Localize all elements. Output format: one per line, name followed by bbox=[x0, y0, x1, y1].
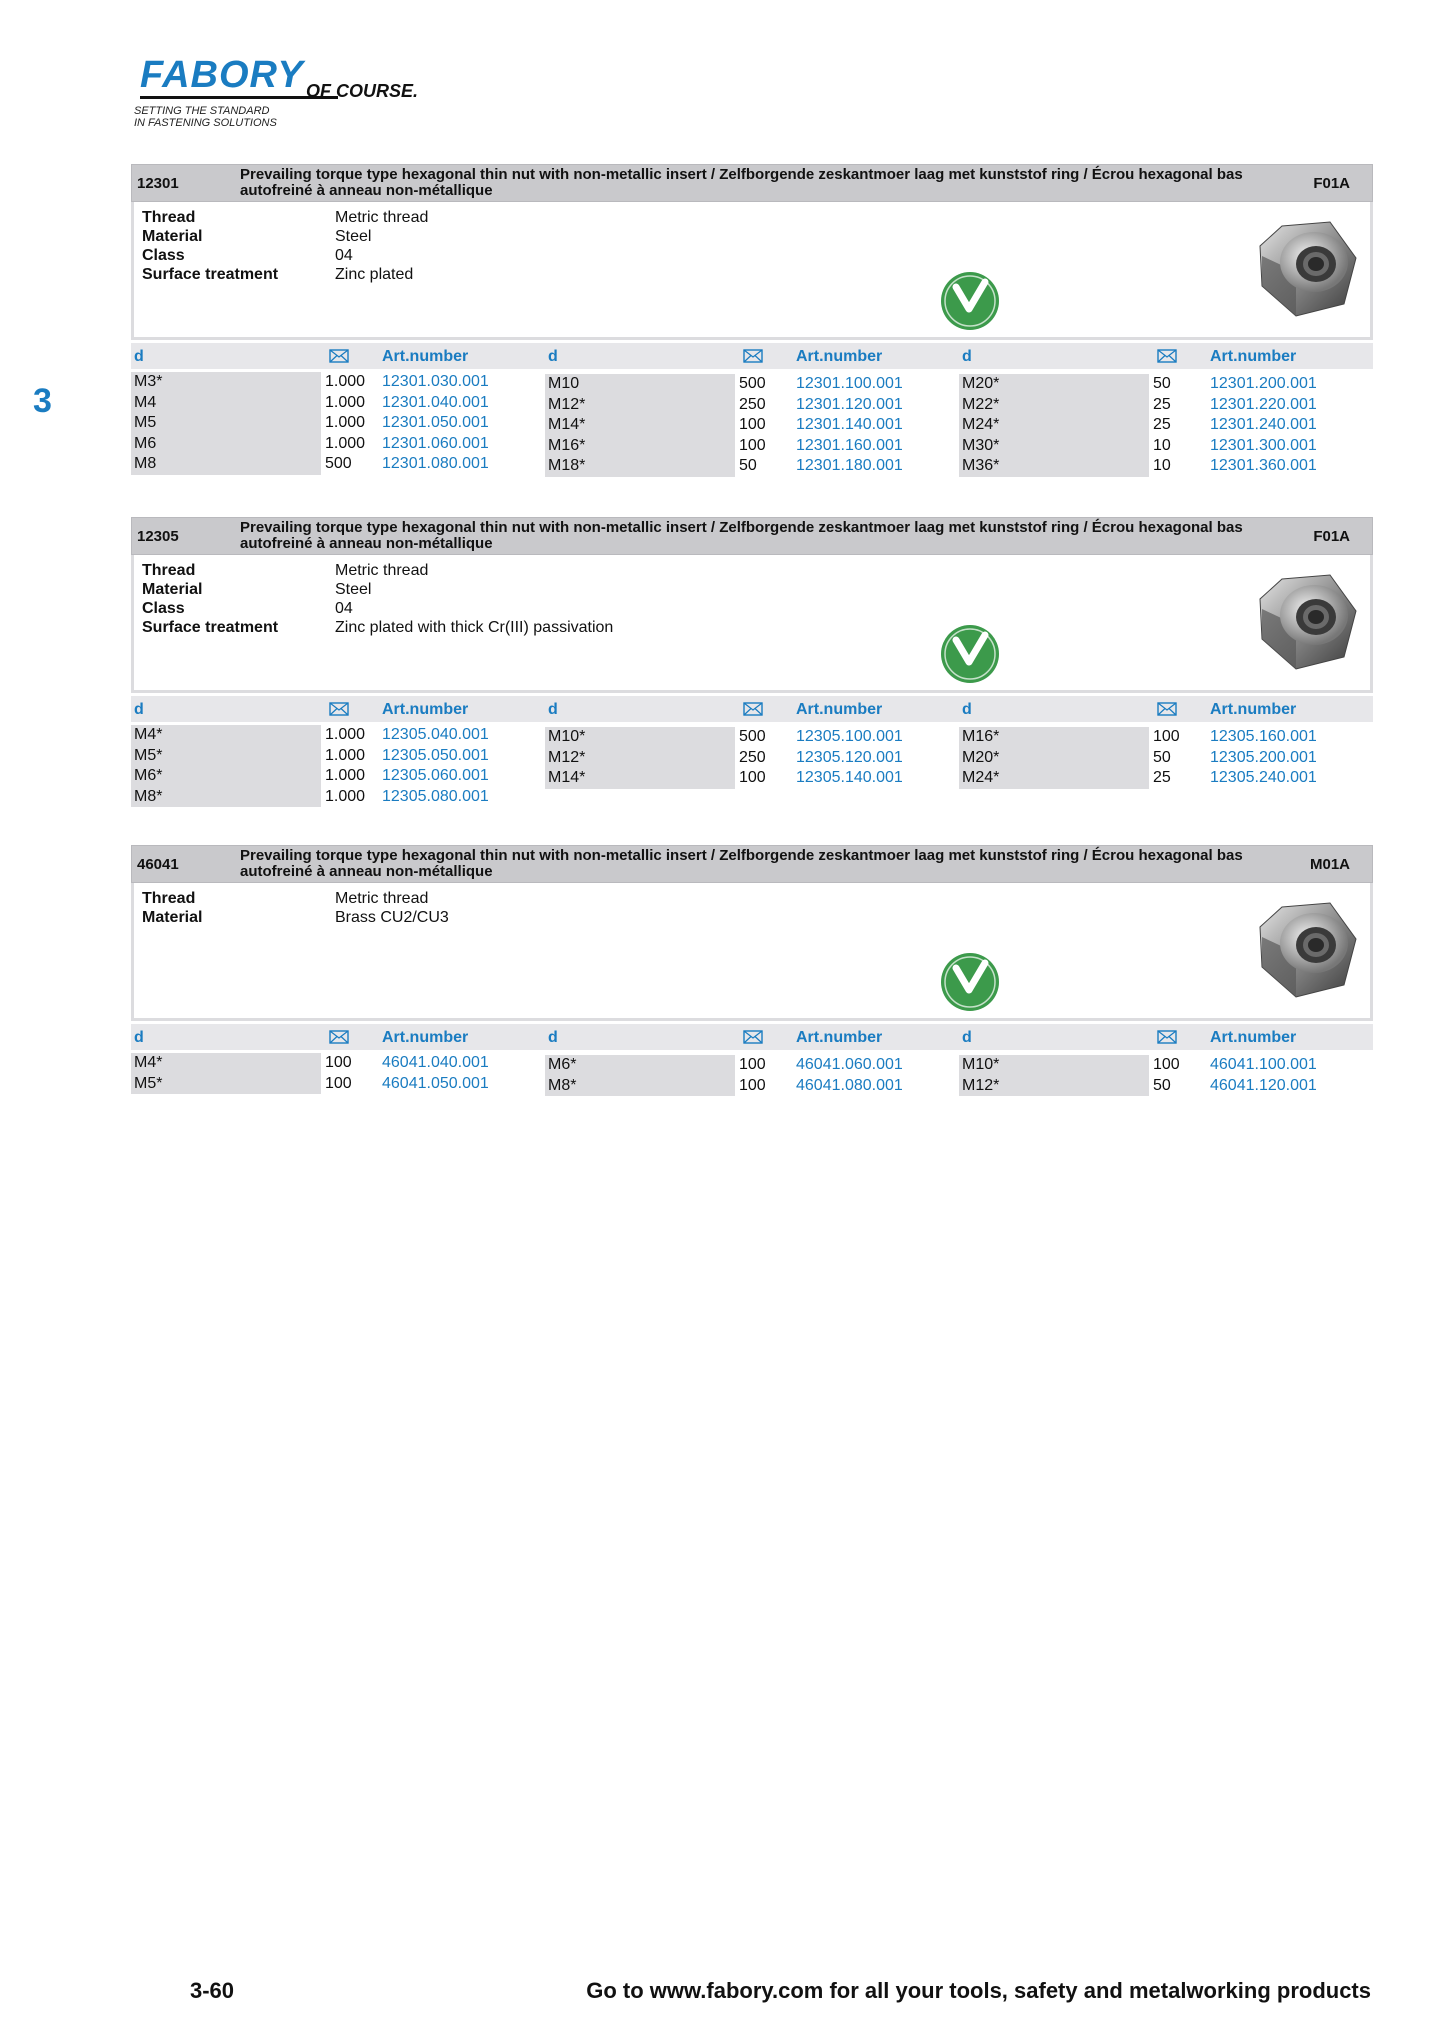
product-code: 12305 bbox=[137, 528, 179, 545]
product-title: Prevailing torque type hexagonal thin nut with non-metallic insert / Zelfborgende zeskantmoer laag met kunststof ring / Écrou hexagonal bas autofreiné à anneau non-métallique bbox=[240, 166, 1243, 199]
envelope-icon bbox=[1157, 349, 1177, 363]
size-table-header bbox=[131, 1024, 1373, 1050]
property-list bbox=[142, 889, 449, 927]
pack-quantity-cell: 1.000 bbox=[325, 726, 366, 743]
pack-quantity-cell: 25 bbox=[1153, 416, 1171, 434]
pack-quantity-cell: 100 bbox=[325, 1054, 352, 1071]
property-row bbox=[142, 208, 428, 227]
property-key: Material bbox=[142, 228, 203, 245]
product-details bbox=[131, 883, 1373, 1021]
art-number-link[interactable]: 12301.360.001 bbox=[1210, 457, 1317, 475]
art-number-link[interactable]: 12301.160.001 bbox=[796, 436, 903, 454]
art-number-link[interactable]: 46041.060.001 bbox=[796, 1056, 903, 1073]
size-cell: M30* bbox=[962, 436, 1000, 454]
property-list bbox=[142, 208, 428, 284]
pack-quantity-cell: 100 bbox=[739, 436, 766, 454]
pack-quantity-cell: 50 bbox=[1153, 748, 1171, 766]
property-row bbox=[142, 599, 613, 618]
pack-quantity-cell: 25 bbox=[1153, 769, 1171, 787]
pack-quantity-column bbox=[1153, 727, 1205, 789]
size-cell: M20* bbox=[962, 748, 1000, 766]
property-key: Surface treatment bbox=[142, 266, 279, 283]
brand-tagline-2: IN FASTENING SOLUTIONS bbox=[134, 117, 277, 129]
size-cell: M24* bbox=[962, 416, 1000, 434]
size-cell: M20* bbox=[962, 375, 1000, 392]
pack-quantity-column bbox=[325, 725, 377, 807]
pack-quantity-column bbox=[1153, 374, 1205, 477]
pack-quantity-cell: 50 bbox=[1153, 1076, 1171, 1094]
pack-quantity-cell: 100 bbox=[739, 769, 766, 787]
art-number-link[interactable]: 12301.220.001 bbox=[1210, 395, 1317, 413]
pack-quantity-cell: 50 bbox=[739, 457, 757, 475]
size-cell: M22* bbox=[962, 395, 1000, 413]
art-number-link[interactable]: 12301.040.001 bbox=[382, 393, 489, 411]
size-cell: M14* bbox=[548, 416, 586, 434]
rohs-badge-icon bbox=[939, 951, 1001, 1013]
brand-tagline-1: SETTING THE STANDARD bbox=[134, 105, 270, 117]
property-key: Thread bbox=[142, 209, 196, 226]
column-header-art-number: Art.number bbox=[796, 348, 883, 365]
pack-quantity-cell: 500 bbox=[739, 375, 766, 392]
size-cell: M6 bbox=[134, 434, 157, 452]
size-cell: M10* bbox=[962, 1056, 1000, 1073]
product-title: Prevailing torque type hexagonal thin nut with non-metallic insert / Zelfborgende zeskantmoer laag met kunststof ring / Écrou hexagonal bas autofreiné à anneau non-métallique bbox=[240, 519, 1243, 552]
size-column bbox=[959, 727, 1149, 789]
art-number-link[interactable]: 12305.200.001 bbox=[1210, 748, 1317, 766]
art-number-link[interactable]: 12305.140.001 bbox=[796, 769, 903, 787]
pack-quantity-column bbox=[739, 1055, 791, 1096]
art-number-link[interactable]: 46041.080.001 bbox=[796, 1076, 903, 1094]
pack-quantity-cell: 250 bbox=[739, 748, 766, 766]
art-number-link[interactable]: 12305.240.001 bbox=[1210, 769, 1317, 787]
size-cell: M14* bbox=[548, 769, 586, 787]
envelope-icon bbox=[329, 1030, 349, 1044]
size-column bbox=[959, 374, 1149, 477]
pack-quantity-cell: 100 bbox=[739, 1076, 766, 1094]
column-header-d: d bbox=[548, 701, 558, 718]
art-number-column bbox=[382, 725, 489, 807]
size-cell: M5* bbox=[134, 1074, 163, 1092]
art-number-link[interactable]: 12301.050.001 bbox=[382, 414, 489, 432]
pack-quantity-cell: 50 bbox=[1153, 375, 1171, 392]
size-cell: M16* bbox=[962, 728, 1000, 745]
art-number-link[interactable]: 46041.120.001 bbox=[1210, 1076, 1317, 1094]
envelope-icon bbox=[329, 349, 349, 363]
size-cell: M8* bbox=[548, 1076, 577, 1094]
pack-quantity-cell: 1.000 bbox=[325, 434, 366, 452]
art-number-link[interactable]: 12305.120.001 bbox=[796, 748, 903, 766]
art-number-column bbox=[796, 1055, 903, 1096]
column-header-art-number: Art.number bbox=[796, 1029, 883, 1046]
envelope-icon bbox=[1157, 1030, 1177, 1044]
size-table-header bbox=[131, 343, 1373, 369]
column-header-art-number: Art.number bbox=[382, 1029, 469, 1046]
pack-quantity-cell: 100 bbox=[1153, 1056, 1180, 1073]
property-row bbox=[142, 580, 613, 599]
pack-quantity-cell: 25 bbox=[1153, 395, 1171, 413]
size-cell: M4* bbox=[134, 1054, 163, 1071]
art-number-column bbox=[382, 1053, 489, 1094]
property-value: Zinc plated bbox=[335, 266, 414, 283]
pack-quantity-cell: 1.000 bbox=[325, 746, 366, 764]
size-cell: M24* bbox=[962, 769, 1000, 787]
size-cell: M3* bbox=[134, 373, 163, 390]
pack-quantity-cell: 1.000 bbox=[325, 373, 366, 390]
pack-quantity-cell: 100 bbox=[1153, 728, 1180, 745]
product-header bbox=[131, 517, 1373, 555]
pack-quantity-cell: 1.000 bbox=[325, 767, 366, 785]
product-block bbox=[131, 164, 1373, 475]
product-details bbox=[131, 555, 1373, 693]
property-key: Material bbox=[142, 909, 203, 926]
size-cell: M5 bbox=[134, 414, 157, 432]
product-code: 46041 bbox=[137, 856, 179, 873]
art-number-link[interactable]: 46041.100.001 bbox=[1210, 1056, 1317, 1073]
chapter-number: 3 bbox=[33, 382, 52, 420]
art-number-link[interactable]: 12301.200.001 bbox=[1210, 375, 1317, 392]
pack-quantity-column bbox=[739, 374, 791, 477]
rohs-badge-icon bbox=[939, 623, 1001, 685]
property-key: Thread bbox=[142, 562, 196, 579]
art-number-link[interactable]: 12305.080.001 bbox=[382, 787, 489, 805]
art-number-column bbox=[1210, 727, 1317, 789]
size-cell: M18* bbox=[548, 457, 586, 475]
hex-nut-image bbox=[1252, 216, 1360, 324]
product-reference: M01A bbox=[1309, 856, 1350, 873]
size-column bbox=[131, 1053, 321, 1094]
art-number-link[interactable]: 12305.040.001 bbox=[382, 726, 489, 743]
envelope-icon bbox=[743, 349, 763, 363]
property-row bbox=[142, 265, 428, 284]
property-row bbox=[142, 561, 613, 580]
art-number-column bbox=[1210, 374, 1317, 477]
size-cell: M12* bbox=[548, 748, 586, 766]
size-cell: M4 bbox=[134, 393, 157, 411]
hex-nut-image bbox=[1252, 569, 1360, 677]
pack-quantity-cell: 100 bbox=[739, 1056, 766, 1073]
property-value: Metric thread bbox=[335, 890, 429, 907]
footer-text: Go to www.fabory.com for all your tools, safety and metalworking products bbox=[586, 1978, 1371, 2003]
art-number-column bbox=[796, 374, 903, 477]
size-cell: M12* bbox=[962, 1076, 1000, 1094]
column-header-d: d bbox=[548, 1029, 558, 1046]
property-row bbox=[142, 889, 449, 908]
property-key: Thread bbox=[142, 890, 196, 907]
art-number-link[interactable]: 12301.240.001 bbox=[1210, 416, 1317, 434]
art-number-link[interactable]: 12301.080.001 bbox=[382, 455, 489, 473]
pack-quantity-cell: 10 bbox=[1153, 457, 1171, 475]
column-header-art-number: Art.number bbox=[796, 701, 883, 718]
art-number-link[interactable]: 12301.300.001 bbox=[1210, 436, 1317, 454]
size-cell: M8* bbox=[134, 787, 163, 805]
pack-quantity-cell: 1.000 bbox=[325, 393, 366, 411]
pack-quantity-cell: 1.000 bbox=[325, 414, 366, 432]
size-column bbox=[545, 727, 735, 789]
art-number-link[interactable]: 46041.040.001 bbox=[382, 1054, 489, 1071]
brand-name: FABORY bbox=[140, 54, 304, 96]
size-cell: M10* bbox=[548, 728, 586, 745]
art-number-link[interactable]: 12305.050.001 bbox=[382, 746, 489, 764]
hex-nut-image bbox=[1252, 897, 1360, 1005]
product-code: 12301 bbox=[137, 175, 179, 192]
product-header bbox=[131, 164, 1373, 202]
pack-quantity-column bbox=[1153, 1055, 1205, 1096]
property-value: Steel bbox=[335, 581, 372, 598]
property-row bbox=[142, 227, 428, 246]
column-header-d: d bbox=[134, 348, 144, 365]
property-key: Class bbox=[142, 600, 185, 617]
property-value: 04 bbox=[335, 247, 353, 264]
pack-quantity-cell: 500 bbox=[739, 728, 766, 745]
page-number: 3-60 bbox=[190, 1978, 235, 2003]
property-row bbox=[142, 246, 428, 265]
column-header-d: d bbox=[962, 701, 972, 718]
size-column bbox=[545, 374, 735, 477]
size-cell: M4* bbox=[134, 726, 163, 743]
pack-quantity-column bbox=[325, 1053, 377, 1094]
size-column bbox=[131, 725, 321, 807]
size-cell: M8 bbox=[134, 455, 157, 473]
column-header-d: d bbox=[962, 1029, 972, 1046]
product-details bbox=[131, 202, 1373, 340]
art-number-column bbox=[1210, 1055, 1317, 1096]
property-value: 04 bbox=[335, 600, 353, 617]
product-reference: F01A bbox=[1313, 175, 1350, 192]
envelope-icon bbox=[743, 1030, 763, 1044]
art-number-link[interactable]: 12301.060.001 bbox=[382, 434, 489, 452]
pack-quantity-column bbox=[325, 372, 377, 475]
art-number-column bbox=[382, 372, 489, 475]
envelope-icon bbox=[329, 702, 349, 716]
brand-logo bbox=[130, 52, 430, 132]
property-value: Brass CU2/CU3 bbox=[335, 909, 449, 926]
pack-quantity-cell: 1.000 bbox=[325, 787, 366, 805]
art-number-link[interactable]: 12305.100.001 bbox=[796, 728, 903, 745]
pack-quantity-cell: 500 bbox=[325, 455, 352, 473]
art-number-link[interactable]: 12301.030.001 bbox=[382, 373, 489, 390]
size-cell: M6* bbox=[134, 767, 163, 785]
art-number-link[interactable]: 12305.060.001 bbox=[382, 767, 489, 785]
size-column bbox=[959, 1055, 1149, 1096]
product-block bbox=[131, 845, 1373, 1094]
art-number-link[interactable]: 12301.140.001 bbox=[796, 416, 903, 434]
column-header-d: d bbox=[548, 348, 558, 365]
art-number-link[interactable]: 12301.120.001 bbox=[796, 395, 903, 413]
property-row bbox=[142, 908, 449, 927]
column-header-art-number: Art.number bbox=[1210, 348, 1297, 365]
size-cell: M36* bbox=[962, 457, 1000, 475]
pack-quantity-column bbox=[739, 727, 791, 789]
column-header-art-number: Art.number bbox=[382, 701, 469, 718]
envelope-icon bbox=[1157, 702, 1177, 716]
property-value: Steel bbox=[335, 228, 372, 245]
brand-slogan: OF COURSE. bbox=[306, 81, 419, 101]
art-number-link[interactable]: 12305.160.001 bbox=[1210, 728, 1317, 745]
size-column bbox=[131, 372, 321, 475]
column-header-art-number: Art.number bbox=[1210, 701, 1297, 718]
size-cell: M12* bbox=[548, 395, 586, 413]
rohs-badge-icon bbox=[939, 270, 1001, 332]
pack-quantity-cell: 10 bbox=[1153, 436, 1171, 454]
size-column bbox=[545, 1055, 735, 1096]
art-number-link[interactable]: 46041.050.001 bbox=[382, 1074, 489, 1092]
property-list bbox=[142, 561, 613, 637]
column-header-art-number: Art.number bbox=[382, 348, 469, 365]
property-value: Metric thread bbox=[335, 209, 429, 226]
pack-quantity-cell: 100 bbox=[325, 1074, 352, 1092]
envelope-icon bbox=[743, 702, 763, 716]
column-header-d: d bbox=[962, 348, 972, 365]
property-key: Class bbox=[142, 247, 185, 264]
size-cell: M6* bbox=[548, 1056, 577, 1073]
size-table-header bbox=[131, 696, 1373, 722]
product-title: Prevailing torque type hexagonal thin nut with non-metallic insert / Zelfborgende zeskantmoer laag met kunststof ring / Écrou hexagonal bas autofreiné à anneau non-métallique bbox=[240, 847, 1243, 880]
column-header-d: d bbox=[134, 1029, 144, 1046]
product-block bbox=[131, 517, 1373, 805]
column-header-art-number: Art.number bbox=[1210, 1029, 1297, 1046]
property-row bbox=[142, 618, 613, 637]
pack-quantity-cell: 250 bbox=[739, 395, 766, 413]
art-number-link[interactable]: 12301.180.001 bbox=[796, 457, 903, 475]
art-number-column bbox=[796, 727, 903, 789]
art-number-link[interactable]: 12301.100.001 bbox=[796, 375, 903, 392]
size-cell: M10 bbox=[548, 375, 580, 392]
pack-quantity-cell: 100 bbox=[739, 416, 766, 434]
property-key: Surface treatment bbox=[142, 619, 279, 636]
product-reference: F01A bbox=[1313, 528, 1350, 545]
property-value: Metric thread bbox=[335, 562, 429, 579]
property-key: Material bbox=[142, 581, 203, 598]
product-header bbox=[131, 845, 1373, 883]
size-cell: M5* bbox=[134, 746, 163, 764]
column-header-d: d bbox=[134, 701, 144, 718]
size-cell: M16* bbox=[548, 436, 586, 454]
property-value: Zinc plated with thick Cr(III) passivation bbox=[335, 619, 614, 636]
